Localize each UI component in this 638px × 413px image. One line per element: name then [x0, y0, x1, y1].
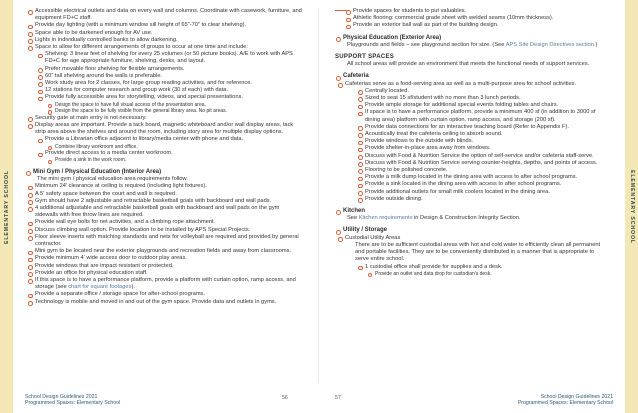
list-item: Provide a Librarian office adjacent to library/media center with phone and data.: [37, 136, 303, 143]
list-item: Provide a sink in the work room.: [47, 157, 303, 164]
list-item: Discuss climbing wall option. Provide location to be installed by APS Special Projects.: [25, 227, 303, 234]
page-number-left: 56: [282, 395, 288, 401]
right-page-content: [335, 8, 607, 277]
pe-exterior-text: [335, 42, 607, 49]
kitchen-heading: Kitchen: [335, 208, 607, 215]
list-item: Provide a milk dump located in the dining area with access to after school programs.: [357, 174, 607, 181]
gym-heading: Mini Gym / Physical Education (Interior Area): [25, 169, 303, 176]
list-item: Athletic flooring: commercial grade sheet with welded seams (10mm thickness).: [345, 15, 607, 22]
list-item: Provide data connections for an interactive teaching board (Refer to Appendix F).: [357, 124, 607, 131]
list-item: 4 additional adjustable and retractable basketball goals with backboard and wall pads on the gym sidewalls with free throw lines are required.: [25, 205, 303, 219]
cafeteria-intro-list: [335, 81, 607, 88]
side-tab-label: ELEMENTARY SCHOOL: [3, 169, 10, 244]
list-item: Space able to be darkened enough for AV use.: [25, 30, 303, 37]
list-item: Provide minimum 4' wide access door to outdoor play areas.: [25, 255, 303, 262]
list-item: Acoustically treat the cafeteria ceiling to absorb sound.: [357, 131, 607, 138]
office-list: [37, 136, 303, 143]
list-item: If space is to have a performance platform, provide a minimum 400 sf (in addition to 3000 sf dining area) platform with curtain option, ramp access, and storage (200 sf).: [357, 109, 607, 123]
list-item: Provide outside dining.: [357, 196, 607, 203]
list-item: Flooring to be polished concrete.: [357, 167, 607, 174]
list-item: Cafeterias serve as a food-serving area as well as a multi-purpose area for school activities.: [335, 81, 607, 88]
list-item: Display areas are important. Provide a tack board, magnetic whiteboard and/or wall display areas, tack strip area above the shelves and around the room, including story area for multiple display options.: [25, 122, 303, 136]
list-item: Technology is mobile and moved in and out of the gym space. Provide data and outlets in gyms.: [25, 299, 303, 306]
side-tab-label: ELEMENTARY SCHOOL: [628, 169, 635, 244]
utility-sublist: [357, 264, 607, 271]
list-item: Space to allow for different arrangements of groups to occur at one time and include:: [25, 44, 303, 51]
utility-heading: Utility / Storage: [335, 227, 607, 234]
list-item: Accessible electrical outlets and data on every wall and columns. Coordinate with casework, furniture, and equipment FD+C staff.: [25, 8, 303, 22]
list-item: Prefer movable floor shelving for flexible arrangements.: [37, 66, 303, 73]
list-item: 60" tall shelving around the walls is preferable.: [37, 73, 303, 80]
footer-subtitle: Programmed Spaces: Elementary School: [25, 400, 121, 407]
cafeteria-heading: Cafeteria: [335, 73, 607, 80]
list-item: Lights in individually controlled banks to allow darkening.: [25, 37, 303, 44]
footer-title: School Design Guidelines 2021: [25, 393, 98, 400]
list-item: Design the space to have full visual access of the presentation area.: [47, 102, 303, 109]
list-item: Discuss with Food & Nutrition Service the option of self-service and/or cafeteria staff-serve.: [357, 153, 607, 160]
page-number-right: 57: [335, 395, 341, 401]
library-list: [25, 8, 303, 51]
footer-left: [25, 394, 120, 407]
kitchen-text: [335, 215, 607, 222]
support-spaces-text: All school areas will provide an environment that meets the functional needs of support services.: [347, 61, 590, 68]
site-directives-link[interactable]: APS Site Design Directives section.: [505, 41, 596, 48]
list-item: Provide windows that are impact resistant or protected.: [25, 263, 303, 270]
list-item: Provide day lighting (with a minimum window sill height of 65"-70" to clear shelving).: [25, 22, 303, 29]
footer-subtitle: Programmed Spaces: Elementary School: [517, 400, 613, 407]
list-item: Minimum 24' clearance at ceiling is required (including light fixtures).: [25, 183, 303, 190]
pe-exterior-heading: Physical Education (Exterior Area): [335, 35, 607, 42]
list-item: Design the space to be fully visible from the general library area. No pit areas.: [47, 108, 303, 115]
arrangements-list: [37, 51, 303, 101]
list-item: Discuss with Food & Nutrition Service serving counter-heights, depths, and points of access.: [357, 160, 607, 167]
list-item: Provide a sink located in the dining area with access to after school programs.: [357, 181, 607, 188]
kitchen-see: See: [347, 215, 359, 222]
list-item: Provide spaces for students to put valuables.: [345, 8, 607, 15]
platform-end: ).: [131, 284, 135, 291]
kitchen-requirements-link[interactable]: Kitchen requirements: [358, 215, 413, 222]
list-item: Centrally located.: [357, 88, 607, 95]
cafeteria-list: [357, 88, 607, 203]
list-item: Floor sleeve inserts with matching standards and nets for volleyball are required and provided by general contractor.: [25, 234, 303, 248]
list-item: Gym should have 2 adjustable and retractable basketball goals with backboard and wall pads.: [25, 198, 303, 205]
list-item: Provide shelter-in-place area away from windows.: [357, 145, 607, 152]
side-tab-left: [0, 0, 13, 413]
library-list-cont: [25, 115, 303, 137]
list-item: Provide an office for physical education staff.: [25, 270, 303, 277]
list-item: Provide ample storage for additional special events folding tables and chairs.: [357, 102, 607, 109]
page-gutter: [318, 8, 319, 383]
list-item: Security gate at main entry is not necessary.: [25, 115, 303, 122]
footer-right: [518, 394, 613, 407]
list-item: [25, 277, 303, 291]
list-item: Provide fully accessible area for storytelling, videos, and special presentations.: [37, 94, 303, 101]
gym-intro: The mini gym / physical education area requirements follow.: [37, 176, 188, 183]
list-item: 1 custodial office shall provide for supplies and a desk.: [357, 264, 607, 271]
list-item: Provide additional outlets for small milk coolers located in the dining area.: [357, 189, 607, 196]
list-item: Provide wall eye bolts for net activities, and a climbing rope attachment.: [25, 219, 303, 226]
list-item: Provide an outlet and data drop for custodian's desk.: [367, 271, 607, 278]
list-item: Provide windows to the outside with blinds.: [357, 138, 607, 145]
list-item: Work study area for 2 classes, for large group reading activities, and for reference.: [37, 80, 303, 87]
workroom-list: [37, 150, 303, 157]
side-tab-right: [625, 0, 638, 413]
design-notes-list: [47, 102, 303, 115]
pe-end: ): [595, 41, 598, 48]
list-item: Sized to seat 15 sf/student with no more than 3 lunch periods.: [357, 95, 607, 102]
list-item: Shelving: 3 linear feet of shelving for every 25 volumes (or 50 picture books). A/E to work with APS FD+C for age appropriate furniture, shelving, desks, and layout.: [37, 51, 303, 65]
platform-text: If this space is to have a performance platform, provide a platform with curtain option, ramp access, and storage (see: [35, 277, 296, 291]
list-item: Combine library workroom and office.: [47, 144, 303, 151]
list-item: Provide a separate office / storage space for after-school programs.: [25, 291, 303, 298]
list-item: 12 stations for computer research and group work (30 sf each) with data.: [37, 87, 303, 94]
left-page-content: [25, 8, 303, 306]
list-item: Provide an exterior ball wall as part of the building design.: [345, 22, 607, 29]
kitchen-end: in Design & Construction Integrity Section.: [412, 215, 521, 222]
gym-list-cont: [345, 8, 607, 30]
utility-list: [335, 235, 607, 242]
pe-text: Playgrounds and fields – see playground section for size. (See: [347, 41, 506, 48]
support-spaces-heading: SUPPORT SPACES: [335, 54, 395, 61]
list-item: Provide direct access to a media center workroom.: [37, 150, 303, 157]
list-item: A 5' safety space between the court and wall is required.: [25, 191, 303, 198]
gym-list: [25, 183, 303, 305]
footer-title: School Design Guidelines 2021: [540, 393, 613, 400]
platform-link[interactable]: chart for square footages: [68, 284, 132, 291]
list-item: Mini gym to be located near the exterior playgrounds and recreation fields and away from classrooms.: [25, 248, 303, 255]
design-notes-wrapper: [37, 102, 303, 115]
utility-text: There are to be sufficient custodial areas with hot and cold water to efficiently clean all permanent and portable facilities. They are to be conveniently distributed in a manner that is appropriate to serve entire school.: [355, 241, 601, 263]
list-item: Custodial Utility Areas: [335, 235, 607, 242]
